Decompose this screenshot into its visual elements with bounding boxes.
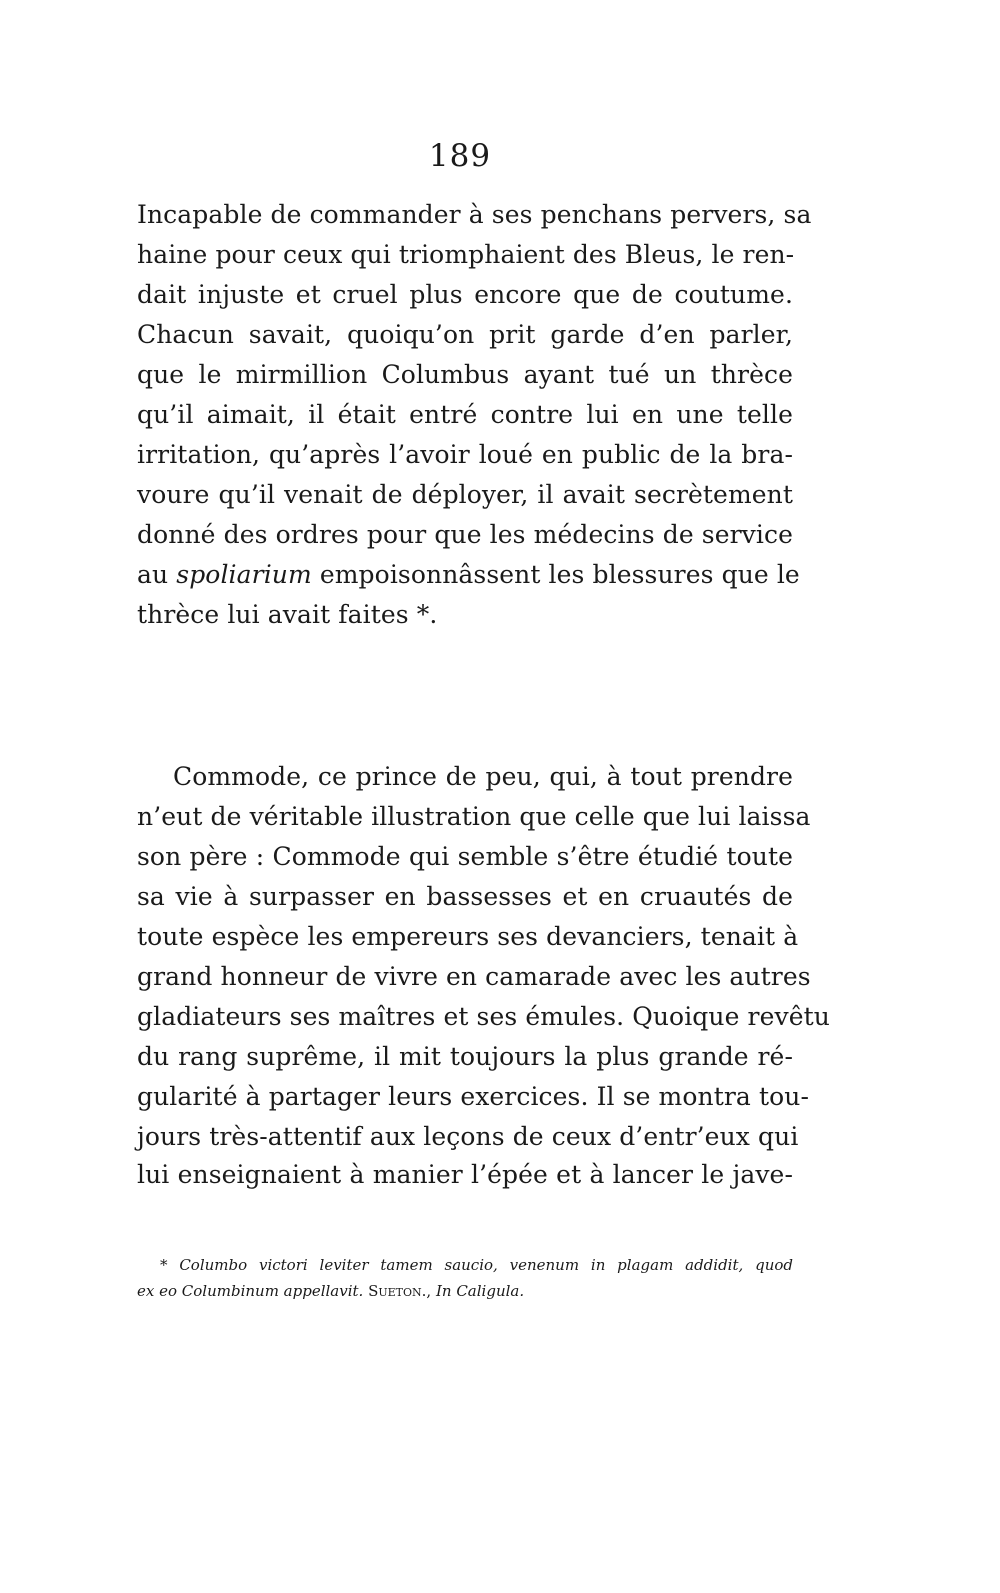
- text-line: Chacun savait, quoiqu’on prit garde d’en parler,: [137, 320, 793, 349]
- italic-term: spoliarium: [176, 560, 312, 589]
- text-line: Incapable de commander à ses penchans pervers, sa: [137, 200, 812, 229]
- text-line: thrèce lui avait faites *.: [137, 600, 438, 629]
- page-number: 189: [428, 138, 492, 174]
- text-line: irritation, qu’après l’avoir loué en public de la bra-: [137, 440, 793, 469]
- text-line: qu’il aimait, il était entré contre lui en une telle: [137, 400, 793, 429]
- text-line: Commode, ce prince de peu, qui, à tout prendre: [173, 762, 793, 791]
- text-line: donné des ordres pour que les médecins de service: [137, 520, 793, 549]
- text-line: toute espèce les empereurs ses devanciers, tenait à: [137, 922, 799, 951]
- text-line: dait injuste et cruel plus encore que de coutume.: [137, 280, 793, 309]
- text-line: gularité à partager leurs exercices. Il se montra tou-: [137, 1082, 810, 1111]
- text-line: son père : Commode qui semble s’être étudié toute: [137, 842, 793, 871]
- text-line: [137, 555, 800, 595]
- text-line: du rang suprême, il mit toujours la plus grande ré-: [137, 1042, 793, 1071]
- footnote-line: * Columbo victori leviter tamem saucio, venenum in plagam addidit, quod: [160, 1256, 793, 1274]
- footnote-text: In Caligula.: [435, 1282, 525, 1300]
- footnote-line: [137, 1280, 793, 1302]
- text-line: lui enseignaient à manier l’épée et à lancer le jave-: [137, 1160, 793, 1189]
- text-line: haine pour ceux qui triomphaient des Bleus, le ren-: [137, 240, 795, 269]
- text-line: n’eut de véritable illustration que celle que lui laissa: [137, 802, 811, 831]
- footnote-text: ex eo Columbinum appellavit.: [137, 1282, 364, 1300]
- text-segment: empoisonnâssent les blessures que le: [319, 560, 800, 589]
- text-line: sa vie à surpasser en bassesses et en cruautés de: [137, 882, 793, 911]
- text-line: voure qu’il venait de déployer, il avait secrètement: [137, 480, 793, 509]
- text-line: grand honneur de vivre en camarade avec les autres: [137, 962, 811, 991]
- text-segment: au: [137, 560, 169, 589]
- footnote-author: Sueton.,: [368, 1282, 432, 1300]
- text-line: que le mirmillion Columbus ayant tué un thrèce: [137, 360, 793, 389]
- text-line: jours très-attentif aux leçons de ceux d’entr’eux qui: [137, 1122, 799, 1151]
- text-line: gladiateurs ses maîtres et ses émules. Quoique revêtu: [137, 1002, 830, 1031]
